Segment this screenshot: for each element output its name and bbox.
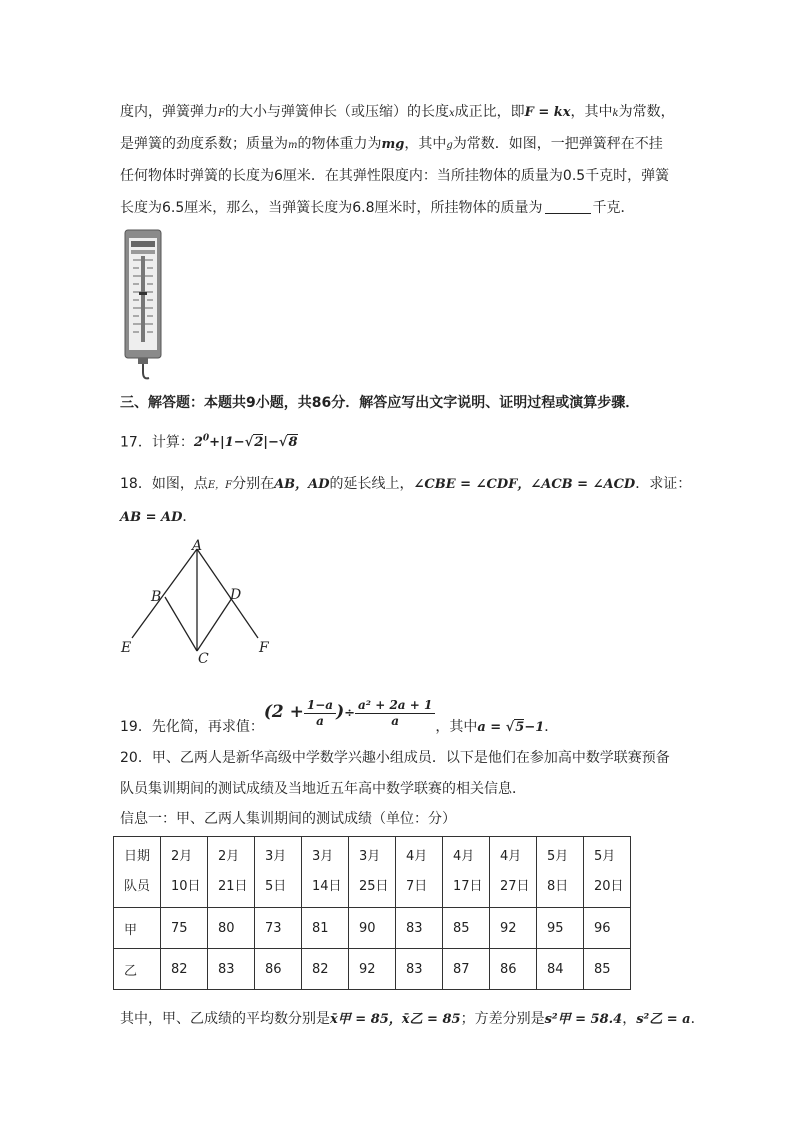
score-cell: 73 <box>255 908 302 949</box>
score-cell: 82 <box>161 949 208 990</box>
q18-angle-condition: ∠CBE = ∠CDF，∠ACB = ∠ACD <box>413 477 636 492</box>
table-row-jia <box>114 908 631 949</box>
table-row-yi <box>114 949 631 990</box>
formula-mg: mg <box>381 137 405 152</box>
member-name-cell: 乙 <box>114 949 161 990</box>
q18-proof-target: AB = AD <box>120 510 183 525</box>
line-d-to-c <box>197 598 232 651</box>
score-cell: 92 <box>349 949 396 990</box>
score-cell: 86 <box>255 949 302 990</box>
line-b-to-c <box>165 597 197 651</box>
label-a: A <box>192 538 203 554</box>
intro-line-4: 长度为6.5厘米，那么，当弹簧长度为6.8厘米时，所挂物体的质量为 千克． <box>120 200 635 216</box>
score-cell: 96 <box>584 908 631 949</box>
formula-f-kx: F = kx <box>524 105 571 120</box>
question-20-line-2: 队员集训期间的测试成绩及当地近五年高中数学联赛的相关信息． <box>120 781 526 797</box>
label-e: E <box>121 640 132 656</box>
score-cell: 85 <box>443 908 490 949</box>
info-1-caption: 信息一：甲、乙两人集训期间的测试成绩（单位：分） <box>120 811 456 827</box>
score-cell: 92 <box>490 908 537 949</box>
score-cell: 80 <box>208 908 255 949</box>
score-cell: 90 <box>349 908 396 949</box>
label-d: D <box>230 587 242 603</box>
answer-blank <box>545 199 591 214</box>
question-20-line-1: 20．甲、乙两人是新华高级中学数学兴趣小组成员．以下是他们在参加高中数学联赛预备 <box>120 750 670 766</box>
score-cell: 75 <box>161 908 208 949</box>
date-cell: 5月 8日 <box>537 837 584 908</box>
corner-cell: 日期 队员 <box>114 837 161 908</box>
fraction-1-minus-a-over-a: $\frac{1-a}{a}$ <box>304 698 336 729</box>
spring-scale-image <box>118 228 170 384</box>
variance-jia: s²甲 = 58.4 <box>544 1012 623 1027</box>
score-cell: 86 <box>490 949 537 990</box>
date-cell: 3月 5日 <box>255 837 302 908</box>
q19-a-value: a = √5−1 <box>477 720 545 735</box>
score-cell: 81 <box>302 908 349 949</box>
label-b: B <box>151 589 162 605</box>
section-3-heading: 三、解答题：本题共9小题，共86分．解答应写出文字说明、证明过程或演算步骤． <box>120 395 640 411</box>
score-table <box>113 836 631 990</box>
question-19: 19．先化简，再求值：(2 + $\frac{1-a}{a}$ )÷ $\frac{\text{a² + 2a + 1}}{a}$ ，其中a = √5−1． <box>120 697 559 735</box>
intro-line-3: 任何物体时弹簧的长度为6厘米．在其弹性限度内：当所挂物体的质量为0.5千克时，弹簧 <box>120 168 670 184</box>
table-header-row <box>114 837 631 908</box>
date-cell: 2月 10日 <box>161 837 208 908</box>
score-cell: 83 <box>208 949 255 990</box>
score-cell: 85 <box>584 949 631 990</box>
score-cell: 95 <box>537 908 584 949</box>
question-18-line-1: 18．如图，点E，F分别在AB，AD的延长线上，∠CBE = ∠CDF，∠ACB = ∠ACD．求证： <box>120 476 692 492</box>
line-a-to-f <box>197 549 258 638</box>
variance-yi: s²乙 = a <box>636 1012 691 1027</box>
score-cell: 83 <box>396 908 443 949</box>
date-cell: 4月 27日 <box>490 837 537 908</box>
question-17: 17．计算：$2^0+|1-√2|-√8$ <box>120 434 298 451</box>
score-cell: 82 <box>302 949 349 990</box>
date-cell: 5月 20日 <box>584 837 631 908</box>
date-cell: 4月 7日 <box>396 837 443 908</box>
label-c: C <box>198 651 209 667</box>
date-cell: 3月 25日 <box>349 837 396 908</box>
intro-line-1: 度内，弹簧弹力F的大小与弹簧伸长（或压缩）的长度x成正比，即F = kx，其中k为常数， <box>120 104 675 120</box>
label-f: F <box>259 640 269 656</box>
date-cell: 4月 17日 <box>443 837 490 908</box>
q18-geometry-figure <box>110 535 280 670</box>
question-18-line-2: AB = AD． <box>120 509 197 525</box>
date-cell: 2月 21日 <box>208 837 255 908</box>
fraction-a-squared-plus-2a-plus-1-over-a: $\frac{\text{a² + 2a + 1}}{a}$ <box>355 698 435 729</box>
member-name-cell: 甲 <box>114 908 161 949</box>
intro-line-2: 是弹簧的劲度系数；质量为m的物体重力为mg，其中g为常数．如图，一把弹簧秤在不挂 <box>120 136 663 152</box>
q17-expression: $2^0+|1-√2|-√8$ <box>193 434 298 451</box>
line-e-to-a <box>132 549 197 638</box>
question-20-statistics: 其中，甲、乙成绩的平均数分别是x̄甲 = 85，x̄乙 = 85；方差分别是s²甲 = 58.4，s²乙 = a． <box>120 1011 705 1027</box>
date-cell: 3月 14日 <box>302 837 349 908</box>
means-formula: x̄甲 = 85，x̄乙 = 85 <box>330 1012 461 1027</box>
score-cell: 84 <box>537 949 584 990</box>
score-cell: 83 <box>396 949 443 990</box>
score-cell: 87 <box>443 949 490 990</box>
